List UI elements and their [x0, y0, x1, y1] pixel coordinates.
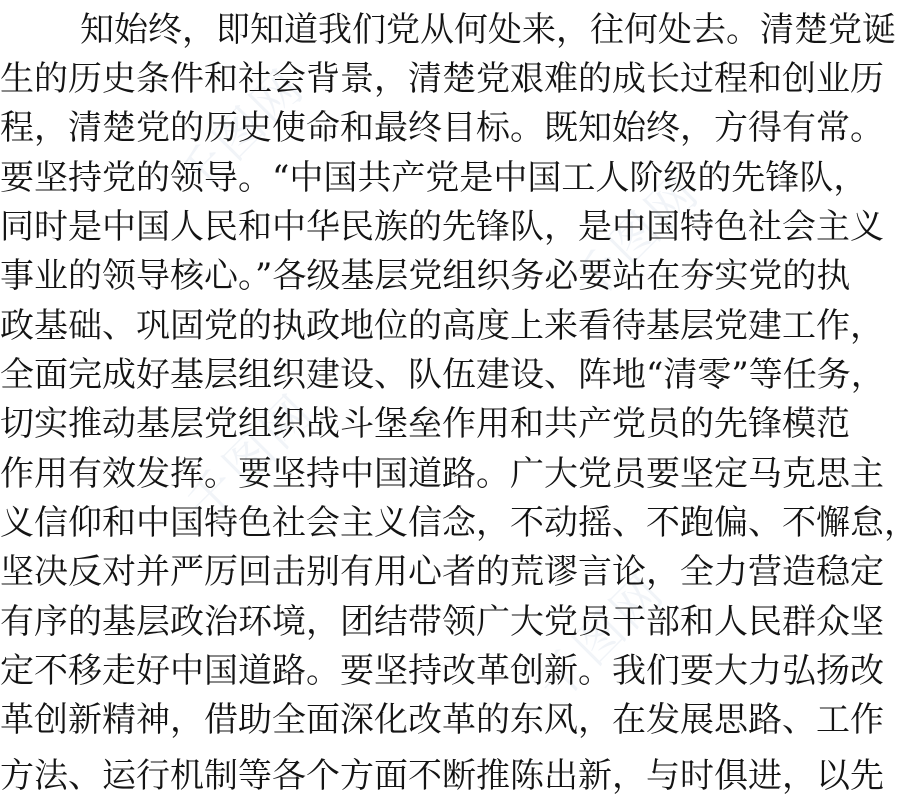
text-line: 有序的基层政治环境，团结带领广大党员干部和人民群众坚	[0, 602, 884, 642]
text-line: 同时是中国人民和中华民族的先锋队，是中国特色社会主义	[0, 207, 884, 247]
text-line: 革创新精神，借助全面深化改革的东风，在发展思路、工作	[0, 700, 884, 740]
text-line: 知始终，即知道我们党从何处来，往何处去。清楚党诞	[80, 10, 896, 50]
text-line: 全面完成好基层组织建设、队伍建设、阵地“清零”等任务，	[0, 355, 885, 395]
watermark: 千图网	[561, 162, 712, 313]
watermark: 千图网	[166, 57, 317, 208]
text-line: 定不移走好中国道路。要坚持改革创新。我们要大力弘扬改	[0, 651, 884, 691]
text-line: 作用有效发挥。要坚持中国道路。广大党员要坚定马克思主	[0, 454, 884, 494]
text-line: 切实推动基层党组织战斗堡垒作用和共产党员的先锋模范	[0, 404, 850, 444]
text-line: 方法、运行机制等各个方面不断推陈出新，与时俱进，以先	[0, 756, 884, 796]
watermark: 千图网	[526, 562, 677, 713]
watermark: 千图网	[176, 382, 327, 533]
text-line: 坚决反对并严厉回击别有用心者的荒谬言论，全力营造稳定	[0, 552, 884, 592]
text-line: 生的历史条件和社会背景，清楚党艰难的成长过程和创业历	[0, 59, 884, 99]
text-line: 要坚持党的领导。“中国共产党是中国工人阶级的先锋队，	[0, 158, 868, 198]
text-line: 义信仰和中国特色社会主义信念，不动摇、不跑偏、不懈怠，	[0, 503, 918, 543]
text-line: 程，清楚党的历史使命和最终目标。既知始终，方得有常。	[0, 108, 884, 148]
text-line: 事业的领导核心。”各级基层党组织务必要站在夯实党的执	[0, 256, 851, 296]
text-line: 政基础、巩固党的执政地位的高度上来看待基层党建工作，	[0, 306, 884, 346]
